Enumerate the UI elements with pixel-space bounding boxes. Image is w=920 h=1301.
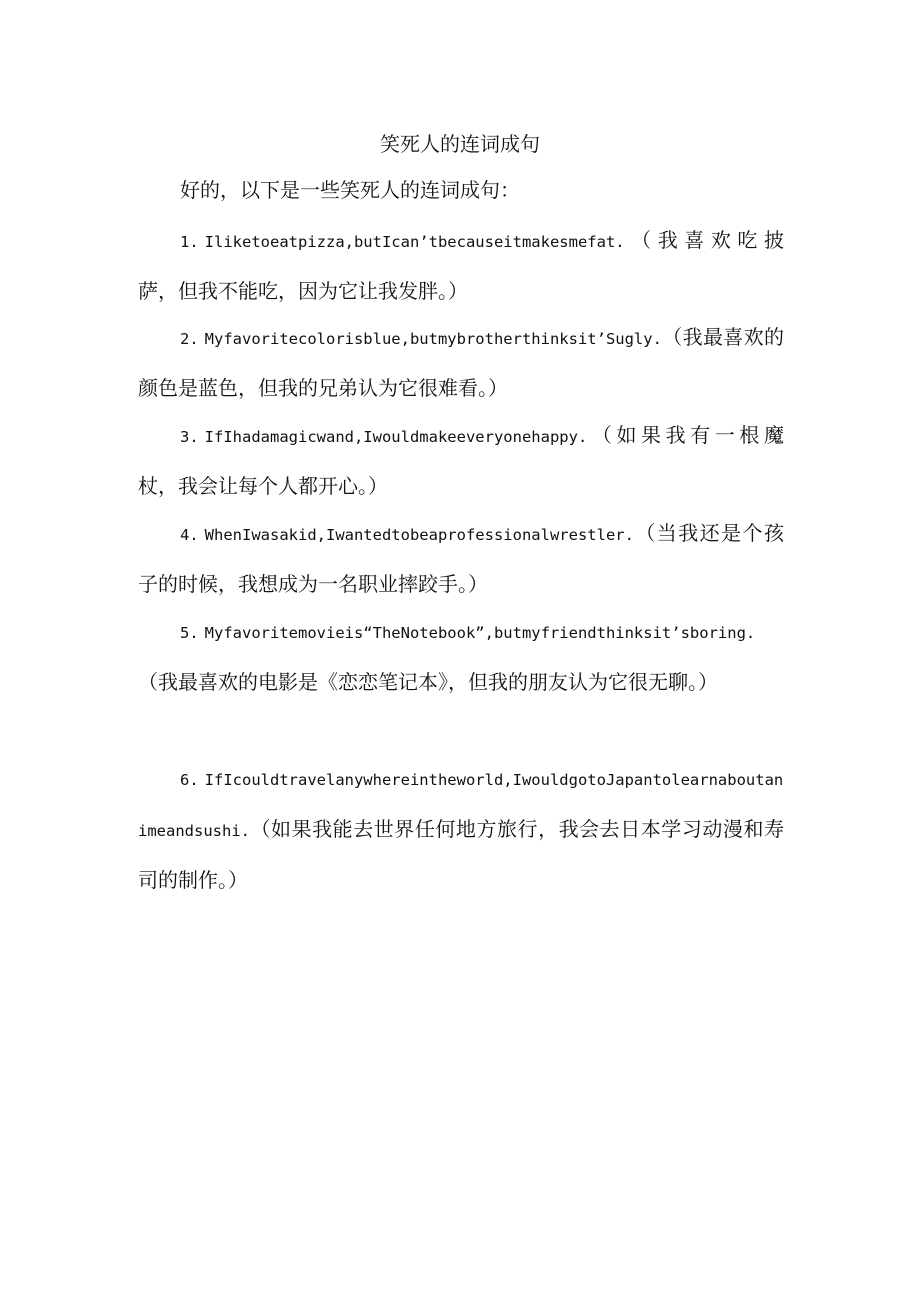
item-chinese: （如果我有一根魔杖，我会让每个人都开心。）: [138, 423, 784, 498]
item-english: Myfavoritecolorisblue,butmybrotherthinksit’Sugly.: [204, 330, 662, 348]
item-number: 3.: [180, 428, 199, 446]
item-number: 2.: [180, 330, 199, 348]
item-english: Iliketoeatpizza,butIcan’tbecauseitmakesmefat.: [204, 233, 625, 251]
item-english: IfIcouldtravelanywhereintheworld,IwouldgotoJapantolearnaboutanimeandsushi.: [138, 771, 784, 840]
intro-text: 好的，以下是一些笑死人的连词成句：: [180, 178, 520, 202]
item-number: 1.: [180, 233, 199, 251]
list-item: [138, 216, 784, 316]
item-number: 6.: [180, 771, 199, 789]
item-english: WhenIwasakid,Iwantedtobeaprofessionalwrestler.: [204, 526, 634, 544]
item-chinese: （当我还是个孩子的时候，我想成为一名职业摔跤手。）: [138, 521, 784, 596]
item-chinese: （如果我能去世界任何地方旅行，我会去日本学习动漫和寿司的制作。）: [138, 817, 784, 892]
list-item: [138, 313, 784, 413]
list-item: [138, 411, 784, 511]
item-number: 5.: [180, 624, 199, 642]
item-number: 4.: [180, 526, 199, 544]
page-title: 笑死人的连词成句: [380, 132, 540, 156]
list-item: [138, 607, 784, 707]
item-chinese: （我喜欢吃披萨，但我不能吃，因为它让我发胖。）: [138, 228, 784, 303]
item-english: Myfavoritemovieis“TheNotebook”,butmyfriendthinksit’sboring.: [204, 624, 756, 642]
list-item: [138, 754, 784, 905]
list-item: [138, 509, 784, 609]
item-chinese: （我最喜欢的电影是《恋恋笔记本》，但我的朋友认为它很无聊。）: [138, 670, 718, 694]
item-english: IfIhadamagicwand,Iwouldmakeeveryonehappy.: [204, 428, 588, 446]
item-chinese: （我最喜欢的颜色是蓝色，但我的兄弟认为它很难看。）: [138, 325, 784, 400]
